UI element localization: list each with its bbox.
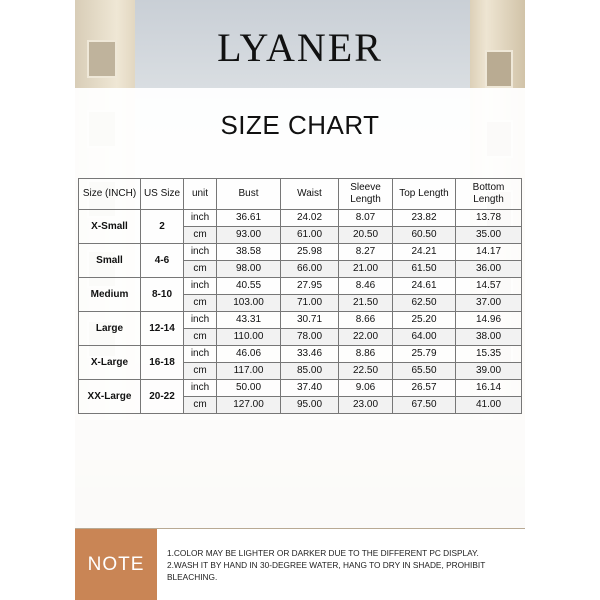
measurement-cell: 71.00 [281,295,339,312]
column-header: Top Length [393,179,456,210]
measurement-cell: 36.00 [456,261,522,278]
measurement-cell: 30.71 [281,312,339,329]
measurement-cell: 50.00 [217,380,281,397]
column-header: unit [184,179,217,210]
table-body [79,210,522,414]
measurement-cell: 21.50 [339,295,393,312]
measurement-cell: 22.50 [339,363,393,380]
measurement-cell: 8.66 [339,312,393,329]
measurement-cell: 37.40 [281,380,339,397]
unit-cell: cm [184,227,217,244]
size-name-cell: XX-Large [79,380,141,414]
measurement-cell: 66.00 [281,261,339,278]
measurement-cell: 117.00 [217,363,281,380]
unit-cell: cm [184,261,217,278]
size-name-cell: X-Small [79,210,141,244]
note-line: 1.COLOR MAY BE LIGHTER OR DARKER DUE TO THE DIFFERENT PC DISPLAY. [167,548,479,558]
measurement-cell: 85.00 [281,363,339,380]
measurement-cell: 67.50 [393,397,456,414]
measurement-cell: 16.14 [456,380,522,397]
size-name-cell: Small [79,244,141,278]
size-name-cell: X-Large [79,346,141,380]
us-size-cell: 2 [141,210,184,244]
measurement-cell: 103.00 [217,295,281,312]
us-size-cell: 8-10 [141,278,184,312]
measurement-cell: 61.00 [281,227,339,244]
column-header: Size (INCH) [79,179,141,210]
measurement-cell: 78.00 [281,329,339,346]
measurement-cell: 60.50 [393,227,456,244]
note-section [75,529,525,600]
column-header: Bust [217,179,281,210]
measurement-cell: 14.96 [456,312,522,329]
us-size-cell: 20-22 [141,380,184,414]
table-row [79,278,522,295]
measurement-cell: 98.00 [217,261,281,278]
measurement-cell: 110.00 [217,329,281,346]
unit-cell: cm [184,295,217,312]
measurement-cell: 65.50 [393,363,456,380]
column-header: Bottom Length [456,179,522,210]
unit-cell: inch [184,278,217,295]
measurement-cell: 25.79 [393,346,456,363]
measurement-cell: 127.00 [217,397,281,414]
size-name-cell: Large [79,312,141,346]
measurement-cell: 37.00 [456,295,522,312]
measurement-cell: 26.57 [393,380,456,397]
measurement-cell: 93.00 [217,227,281,244]
size-chart-panel [75,88,525,528]
unit-cell: cm [184,329,217,346]
table-row [79,380,522,397]
measurement-cell: 40.55 [217,278,281,295]
us-size-cell: 12-14 [141,312,184,346]
unit-cell: inch [184,244,217,261]
note-label: NOTE [75,529,157,600]
measurement-cell: 33.46 [281,346,339,363]
measurement-cell: 61.50 [393,261,456,278]
header-row [79,179,522,210]
measurement-cell: 25.98 [281,244,339,261]
measurement-cell: 38.00 [456,329,522,346]
measurement-cell: 9.06 [339,380,393,397]
unit-cell: inch [184,210,217,227]
brand-logo: LYANER [217,25,383,70]
measurement-cell: 8.27 [339,244,393,261]
measurement-cell: 39.00 [456,363,522,380]
measurement-cell: 43.31 [217,312,281,329]
measurement-cell: 25.20 [393,312,456,329]
table-row [79,346,522,363]
measurement-cell: 8.86 [339,346,393,363]
measurement-cell: 46.06 [217,346,281,363]
unit-cell: cm [184,363,217,380]
measurement-cell: 24.21 [393,244,456,261]
unit-cell: inch [184,312,217,329]
table-row [79,312,522,329]
measurement-cell: 27.95 [281,278,339,295]
measurement-cell: 22.00 [339,329,393,346]
measurement-cell: 15.35 [456,346,522,363]
unit-cell: inch [184,380,217,397]
measurement-cell: 23.00 [339,397,393,414]
measurement-cell: 36.61 [217,210,281,227]
unit-cell: cm [184,397,217,414]
size-table [78,178,522,414]
measurement-cell: 21.00 [339,261,393,278]
measurement-cell: 14.57 [456,278,522,295]
measurement-cell: 64.00 [393,329,456,346]
measurement-cell: 14.17 [456,244,522,261]
measurement-cell: 23.82 [393,210,456,227]
column-header: US Size [141,179,184,210]
measurement-cell: 8.46 [339,278,393,295]
measurement-cell: 24.02 [281,210,339,227]
measurement-cell: 95.00 [281,397,339,414]
unit-cell: inch [184,346,217,363]
size-name-cell: Medium [79,278,141,312]
table-row [79,244,522,261]
page-title: SIZE CHART [220,110,380,140]
measurement-cell: 41.00 [456,397,522,414]
note-line: 2.WASH IT BY HAND IN 30-DEGREE WATER, HANG TO DRY IN SHADE, PROHIBIT BLEACHING. [167,560,486,582]
column-header: Waist [281,179,339,210]
measurement-cell: 38.58 [217,244,281,261]
measurement-cell: 35.00 [456,227,522,244]
measurement-cell: 62.50 [393,295,456,312]
measurement-cell: 24.61 [393,278,456,295]
us-size-cell: 16-18 [141,346,184,380]
table-row [79,210,522,227]
measurement-cell: 13.78 [456,210,522,227]
measurement-cell: 8.07 [339,210,393,227]
note-text [167,547,522,583]
measurement-cell: 20.50 [339,227,393,244]
us-size-cell: 4-6 [141,244,184,278]
column-header: Sleeve Length [339,179,393,210]
